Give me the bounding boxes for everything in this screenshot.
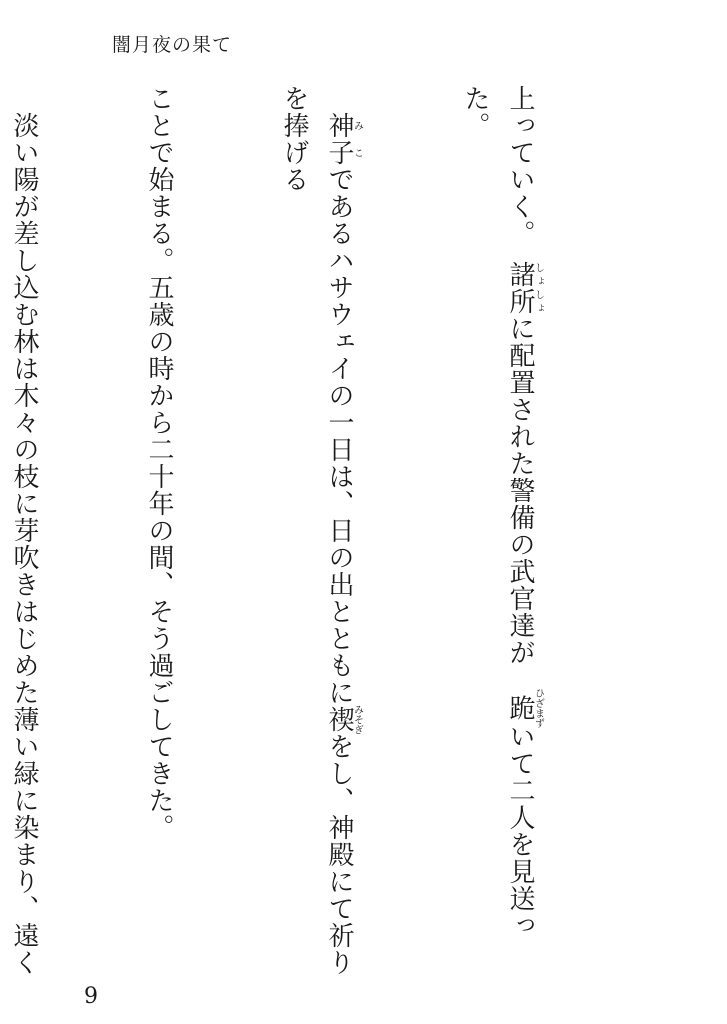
vertical-text-body (9, 85, 633, 985)
ruby-miko: 神子みこ (324, 112, 363, 166)
text-line-4: 淡い陽が差し込む林は木々の枝に芽吹きはじめた薄い緑に染まり、遠く (9, 112, 39, 976)
text-line-3: ことで始まる。五歳の時から二十年の間、そう過ごしてきた。 (144, 85, 174, 841)
text-line-1: 上っていく。 諸所しょしょに配置された警備の武官達が 跪ひざまずいて二人を見送った。 (460, 85, 544, 939)
ruby-hizamazu: 跪ひざまず (505, 688, 544, 728)
text-line-2: 神子みこであるハサウェイの一日は、日の出とともに禊みそぎをし、神殿にて祈りを捧げる (279, 85, 363, 976)
ruby-shosho: 諸所しょしょ (505, 261, 544, 315)
running-header: 闇月夜の果て (112, 34, 233, 56)
ruby-misogi: 禊みそぎ (324, 704, 363, 735)
page-number: 9 (84, 984, 98, 1009)
